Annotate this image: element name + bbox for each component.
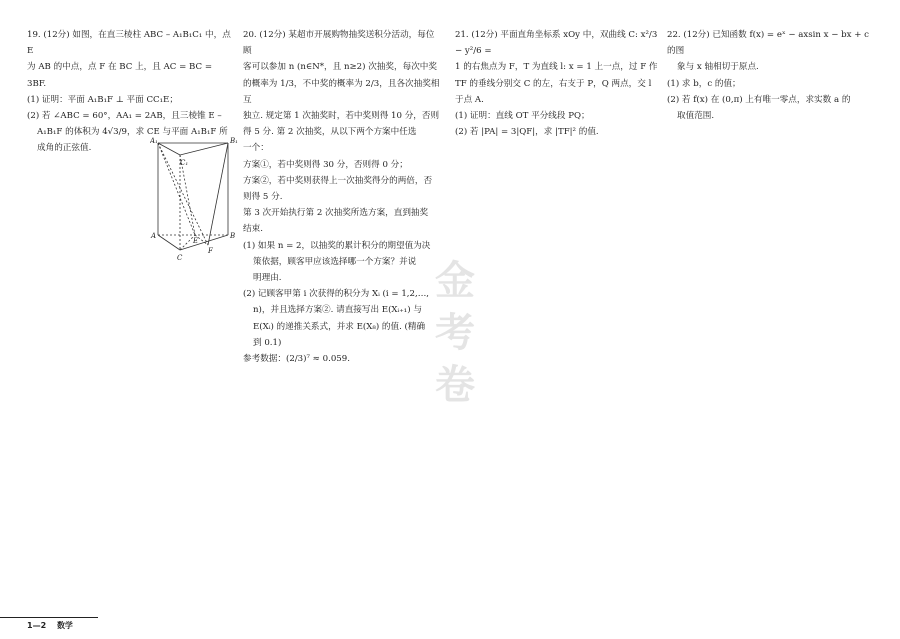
watermark-char: 考	[435, 309, 475, 356]
q20-line: 则得 5 分.	[243, 192, 283, 203]
q20-line: 的概率为 1/3，不中奖的概率为 2/3，且各次抽奖相互	[243, 78, 440, 105]
q20-line: 方案①，若中奖则得 30 分，否则得 0 分；	[243, 159, 408, 170]
q21-line: 于点 A.	[455, 94, 484, 105]
q20-line: 策依据，顾客甲应该选择哪一个方案？并说	[253, 256, 417, 267]
q20-line: 一个：	[243, 143, 269, 154]
q21-line: 21. (12分) 平面直角坐标系 xOy 中，双曲线 C: x²/3 − y²/6 =	[455, 30, 658, 57]
q22-line: 象与 x 轴相切于原点.	[677, 62, 759, 73]
q20-line: 方案②，若中奖则获得上一次抽奖得分的两倍，否	[243, 175, 433, 186]
q19-line: A₁B₁F 的体积为 4√3/9，求 CE 与平面 A₁B₁F 所	[37, 127, 228, 138]
q19-line: 为 AB 的中点，点 F 在 BC 上，且 AC = BC = 3BF.	[27, 62, 213, 89]
label-e: E	[193, 237, 199, 245]
watermark-char: 金	[435, 257, 475, 304]
q20-line: 客可以参加 n (n∈N*，且 n≥2) 次抽奖，每次中奖	[243, 62, 437, 73]
label-b1: B₁	[230, 137, 238, 145]
label-a1: A₁	[150, 137, 158, 145]
q19-line: (1) 证明：平面 A₁B₁F ⊥ 平面 CC₁E；	[27, 94, 178, 105]
q20-line: 结束.	[243, 224, 263, 235]
q20-line: (2) 记顾客甲第 i 次获得的积分为 Xᵢ (i = 1,2,…,	[243, 289, 430, 300]
q20-line: 到 0.1)	[253, 337, 282, 348]
question-21	[455, 27, 660, 140]
watermark	[425, 255, 485, 411]
q21-line: TF 的垂线分别交 C 的左，右支于 P，Q 两点，交 l	[455, 78, 652, 89]
q20-line: 明理由.	[253, 273, 282, 284]
q22-line: (1) 求 b，c 的值；	[667, 78, 741, 89]
q20-line: E(Xᵢ) 的递推关系式，并求 E(X₈) 的值. (精确	[253, 321, 426, 332]
page-footer	[27, 620, 81, 631]
label-b: B	[230, 232, 236, 240]
q21-line: 1 的右焦点为 F，T 为直线 l: x = 1 上一点，过 F 作	[455, 62, 658, 73]
question-20	[243, 27, 443, 367]
q20-line: (1) 如果 n = 2，以抽奖的累计积分的期望值为决	[243, 240, 431, 251]
watermark-char: 卷	[435, 361, 475, 408]
label-c: C	[177, 254, 183, 262]
q20-line: 第 3 次开始执行第 2 次抽奖所选方案，直到抽奖	[243, 208, 429, 219]
q20-line: 参考数据：(2/3)⁷ ≈ 0.059.	[243, 354, 350, 365]
q21-line: (2) 若 |PA| = 3|QF|，求 |TF|² 的值.	[455, 127, 599, 138]
footer-rule	[0, 617, 98, 618]
q20-line: 20. (12分) 某超市开展购物抽奖送积分活动，每位顾	[243, 30, 435, 57]
q20-line: 独立. 规定第 1 次抽奖时，若中奖则得 10 分，否则	[243, 111, 440, 122]
q21-line: (1) 证明：直线 OT 平分线段 PQ；	[455, 111, 590, 122]
q22-line: (2) 若 f(x) 在 (0,π) 上有唯一零点，求实数 a 的	[667, 94, 851, 105]
label-f: F	[208, 247, 213, 255]
label-a: A	[151, 232, 157, 240]
q19-line: 19. (12分) 如图，在直三棱柱 ABC – A₁B₁C₁ 中，点 E	[27, 30, 231, 57]
prism-figure	[150, 135, 250, 265]
q22-line: 22. (12分) 已知函数 f(x) = eˣ − axsin x − bx + c 的图	[667, 30, 869, 57]
q19-line: 成角的正弦值.	[37, 143, 92, 154]
q20-line: 得 5 分. 第 2 次抽奖，从以下两个方案中任选	[243, 127, 417, 138]
q19-line: (2) 若 ∠ABC = 60°，AA₁ = 2AB，且三棱锥 E –	[27, 111, 222, 122]
label-c1: C₁	[180, 159, 189, 167]
subject-label: 数学	[56, 621, 73, 630]
page-number: 1—2	[27, 621, 47, 630]
question-22	[667, 27, 872, 124]
q20-line: n)，并且选择方案②. 请直接写出 E(Xᵢ₊₁) 与	[253, 305, 422, 316]
q22-line: 取值范围.	[677, 111, 715, 122]
